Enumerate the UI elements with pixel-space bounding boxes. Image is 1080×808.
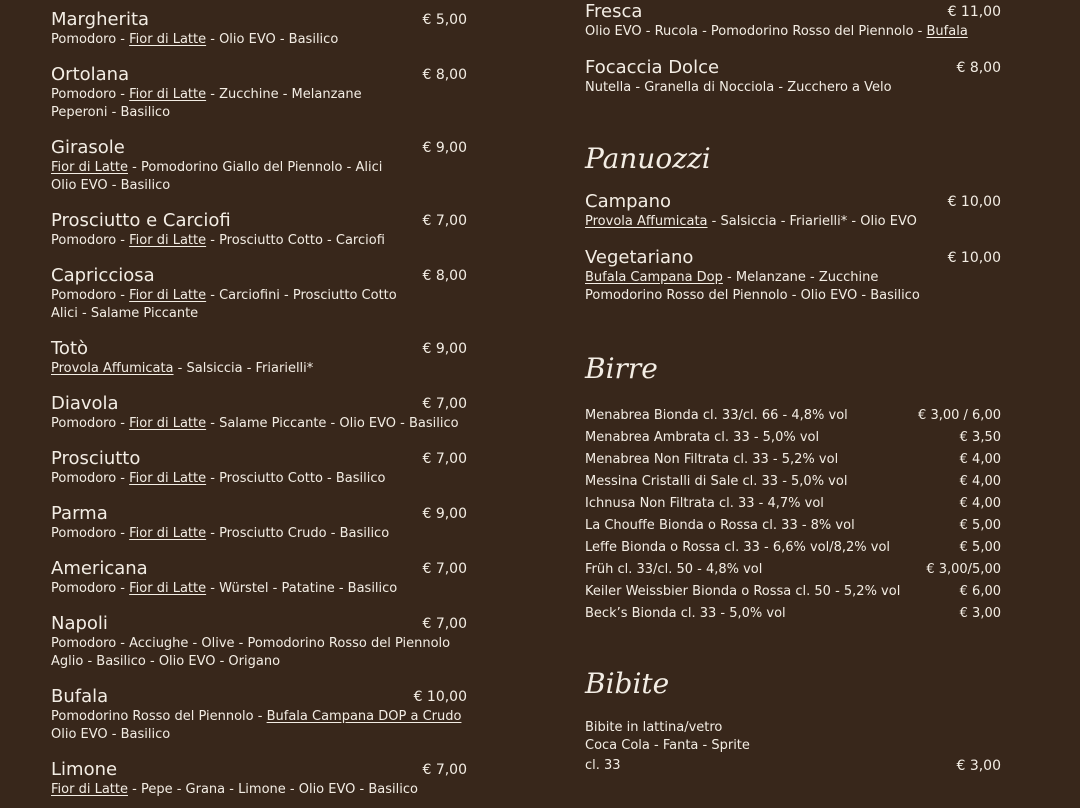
item-price: € 8,00	[422, 268, 467, 284]
ingredient-text: - Melanzane - Zucchine	[722, 270, 879, 285]
featured-ingredient: Fior di Latte	[129, 581, 207, 596]
ingredient-text: Olio EVO - Basilico	[51, 178, 171, 193]
beer-price: € 5,00	[959, 518, 1001, 533]
item-ingredients	[585, 213, 1001, 231]
item-name: Focaccia Dolce	[585, 57, 720, 78]
bibite-price: € 3,00	[956, 758, 1001, 774]
ingredient-text: Pomodoro -	[51, 581, 130, 596]
item-ingredients	[51, 159, 467, 195]
beer-name: Beck’s Bionda cl. 33 - 5,0% vol	[585, 606, 786, 621]
bibite-line: cl. 33	[585, 758, 621, 773]
item-name: Campano	[585, 191, 672, 212]
item-price: € 7,00	[422, 213, 467, 229]
item-name: Parma	[51, 503, 108, 524]
item-price: € 7,00	[422, 616, 467, 632]
beer-name: Menabrea Ambrata cl. 33 - 5,0% vol	[585, 430, 820, 445]
item-ingredients	[51, 360, 467, 378]
beer-name: Ichnusa Non Filtrata cl. 33 - 4,7% vol	[585, 496, 824, 511]
beer-row	[585, 581, 1001, 603]
beer-name: La Chouffe Bionda o Rossa cl. 33 - 8% vol	[585, 518, 855, 533]
item-name: Prosciutto e Carciofi	[51, 210, 231, 231]
menu-item-toto	[51, 338, 467, 378]
menu-item-fresca	[585, 1, 1001, 41]
item-ingredients	[51, 86, 467, 122]
menu-item-margherita	[51, 9, 467, 49]
item-price: € 10,00	[413, 689, 467, 705]
item-name: Fresca	[585, 1, 643, 22]
item-name: Capricciosa	[51, 265, 155, 286]
item-name: Margherita	[51, 9, 150, 30]
item-price: € 9,00	[422, 506, 467, 522]
beer-row	[585, 537, 1001, 559]
item-ingredients	[51, 708, 467, 744]
ingredient-text: Pomodoro -	[51, 471, 130, 486]
item-name: Girasole	[51, 137, 125, 158]
ingredient-text: Aglio - Basilico - Olio EVO - Origano	[51, 654, 281, 669]
item-name: Vegetariano	[585, 247, 694, 268]
ingredient-text: Pomodoro -	[51, 233, 130, 248]
item-price: € 9,00	[422, 140, 467, 156]
item-price: € 9,00	[422, 341, 467, 357]
beer-price: € 4,00	[959, 496, 1001, 511]
item-ingredients	[51, 232, 467, 250]
beer-row	[585, 493, 1001, 515]
item-price: € 5,00	[422, 12, 467, 28]
beer-price: € 4,00	[959, 452, 1001, 467]
ingredient-text: Peperoni - Basilico	[51, 105, 171, 120]
item-ingredients	[51, 580, 467, 598]
item-ingredients	[51, 525, 467, 543]
ingredient-text: - Prosciutto Crudo - Basilico	[206, 526, 390, 541]
featured-ingredient: Fior di Latte	[129, 32, 207, 47]
beer-price: € 3,00 / 6,00	[918, 408, 1001, 423]
bibite-line: Bibite in lattina/vetro	[585, 720, 723, 735]
beer-row	[585, 427, 1001, 449]
featured-ingredient: Bufala Campana DOP a Crudo	[266, 709, 462, 724]
bibite-line: Coca Cola - Fanta - Sprite	[585, 738, 750, 753]
item-name: Prosciutto	[51, 448, 141, 469]
beer-name: Messina Cristalli di Sale cl. 33 - 5,0% vol	[585, 474, 848, 489]
ingredient-text: - Pomodorino Giallo del Piennolo - Alici	[127, 160, 383, 175]
item-ingredients	[585, 79, 1001, 97]
ingredient-text: - Carciofini - Prosciutto Cotto	[206, 288, 397, 303]
ingredient-text: Pomodoro - Acciughe - Olive - Pomodorino Rosso del Piennolo	[51, 636, 451, 651]
beer-row	[585, 559, 1001, 581]
item-name: Totò	[51, 338, 89, 359]
item-price: € 8,00	[422, 67, 467, 83]
beer-row	[585, 449, 1001, 471]
beer-row	[585, 515, 1001, 537]
ingredient-text: Olio EVO - Basilico	[51, 727, 171, 742]
menu-item-americana	[51, 558, 467, 598]
item-ingredients	[51, 415, 467, 433]
beer-price: € 4,00	[959, 474, 1001, 489]
beer-name: Menabrea Bionda cl. 33/cl. 66 - 4,8% vol	[585, 408, 848, 423]
item-price: € 7,00	[422, 561, 467, 577]
ingredient-text: Nutella - Granella di Nocciola - Zucchero a Velo	[585, 80, 892, 95]
beer-name: Menabrea Non Filtrata cl. 33 - 5,2% vol	[585, 452, 839, 467]
beer-price: € 3,00	[959, 606, 1001, 621]
beer-row	[585, 603, 1001, 625]
ingredient-text: Alici - Salame Piccante	[51, 306, 199, 321]
section-title-birre: Birre	[585, 352, 658, 385]
menu-item-capricciosa	[51, 265, 467, 323]
item-ingredients	[51, 31, 467, 49]
beer-row	[585, 471, 1001, 493]
ingredient-text: - Olio EVO - Basilico	[206, 32, 339, 47]
item-ingredients	[51, 635, 467, 671]
ingredient-text: - Salame Piccante - Olio EVO - Basilico	[206, 416, 459, 431]
ingredient-text: - Prosciutto Cotto - Basilico	[206, 471, 386, 486]
ingredient-text: - Zucchine - Melanzane	[206, 87, 362, 102]
item-ingredients	[585, 269, 1001, 305]
beer-row	[585, 405, 1001, 427]
beer-price: € 3,50	[959, 430, 1001, 445]
item-ingredients	[585, 23, 1001, 41]
section-title-panuozzi: Panuozzi	[585, 142, 711, 175]
ingredient-text: Pomodorino Rosso del Piennolo -	[51, 709, 267, 724]
menu-item-diavola	[51, 393, 467, 433]
ingredient-text: Pomodoro -	[51, 526, 130, 541]
featured-ingredient: Provola Affumicata	[585, 214, 708, 229]
section-title-bibite: Bibite	[585, 667, 670, 700]
beer-price: € 3,00/5,00	[926, 562, 1001, 577]
item-price: € 10,00	[947, 250, 1001, 266]
featured-ingredient: Fior di Latte	[129, 471, 207, 486]
item-price: € 8,00	[956, 60, 1001, 76]
item-name: Bufala	[51, 686, 109, 707]
featured-ingredient: Bufala	[926, 24, 968, 39]
featured-ingredient: Provola Affumicata	[51, 361, 174, 376]
featured-ingredient: Fior di Latte	[129, 288, 207, 303]
menu-item-limone	[51, 759, 467, 799]
featured-ingredient: Fior di Latte	[51, 160, 128, 175]
ingredient-text: Pomodorino Rosso del Piennolo - Olio EVO - Basilico	[585, 288, 920, 303]
menu-item-prosciutto	[51, 448, 467, 488]
ingredient-text: - Würstel - Patatine - Basilico	[206, 581, 398, 596]
item-price: € 7,00	[422, 396, 467, 412]
ingredient-text: - Prosciutto Cotto - Carciofi	[206, 233, 385, 248]
beer-name: Früh cl. 33/cl. 50 - 4,8% vol	[585, 562, 763, 577]
item-price: € 10,00	[947, 194, 1001, 210]
menu-item-parma	[51, 503, 467, 543]
featured-ingredient: Fior di Latte	[129, 233, 207, 248]
item-name: Americana	[51, 558, 148, 579]
featured-ingredient: Fior di Latte	[129, 526, 207, 541]
featured-ingredient: Bufala Campana Dop	[585, 270, 723, 285]
menu-item-focaccia-dolce	[585, 57, 1001, 97]
menu-item-ortolana	[51, 64, 467, 122]
ingredient-text: Pomodoro -	[51, 288, 130, 303]
ingredient-text: - Salsiccia - Friarielli* - Olio EVO	[707, 214, 917, 229]
beer-price: € 6,00	[959, 584, 1001, 599]
ingredient-text: Olio EVO - Rucola - Pomodorino Rosso del Piennolo -	[585, 24, 927, 39]
menu-item-bufala	[51, 686, 467, 744]
menu-item-girasole	[51, 137, 467, 195]
item-name: Diavola	[51, 393, 119, 414]
menu-item-vegetariano	[585, 247, 1001, 305]
item-ingredients	[51, 781, 467, 799]
featured-ingredient: Fior di Latte	[51, 782, 128, 797]
menu-item-prosciutto-e-carciofi	[51, 210, 467, 250]
menu-item-campano	[585, 191, 1001, 231]
ingredient-text: Pomodoro -	[51, 32, 130, 47]
featured-ingredient: Fior di Latte	[129, 416, 207, 431]
ingredient-text: Pomodoro -	[51, 87, 130, 102]
ingredient-text: Pomodoro -	[51, 416, 130, 431]
beer-price: € 5,00	[959, 540, 1001, 555]
item-ingredients	[51, 287, 467, 323]
item-price: € 7,00	[422, 451, 467, 467]
item-name: Ortolana	[51, 64, 130, 85]
ingredient-text: - Pepe - Grana - Limone - Olio EVO - Basilico	[127, 782, 418, 797]
item-name: Napoli	[51, 613, 108, 634]
beer-name: Leffe Bionda o Rossa cl. 33 - 6,6% vol/8,2% vol	[585, 540, 891, 555]
ingredient-text: - Salsiccia - Friarielli*	[173, 361, 314, 376]
beer-name: Keiler Weissbier Bionda o Rossa cl. 50 - 5,2% vol	[585, 584, 901, 599]
featured-ingredient: Fior di Latte	[129, 87, 207, 102]
item-price: € 7,00	[422, 762, 467, 778]
item-price: € 11,00	[947, 4, 1001, 20]
item-name: Limone	[51, 759, 118, 780]
menu-item-napoli	[51, 613, 467, 671]
item-ingredients	[51, 470, 467, 488]
